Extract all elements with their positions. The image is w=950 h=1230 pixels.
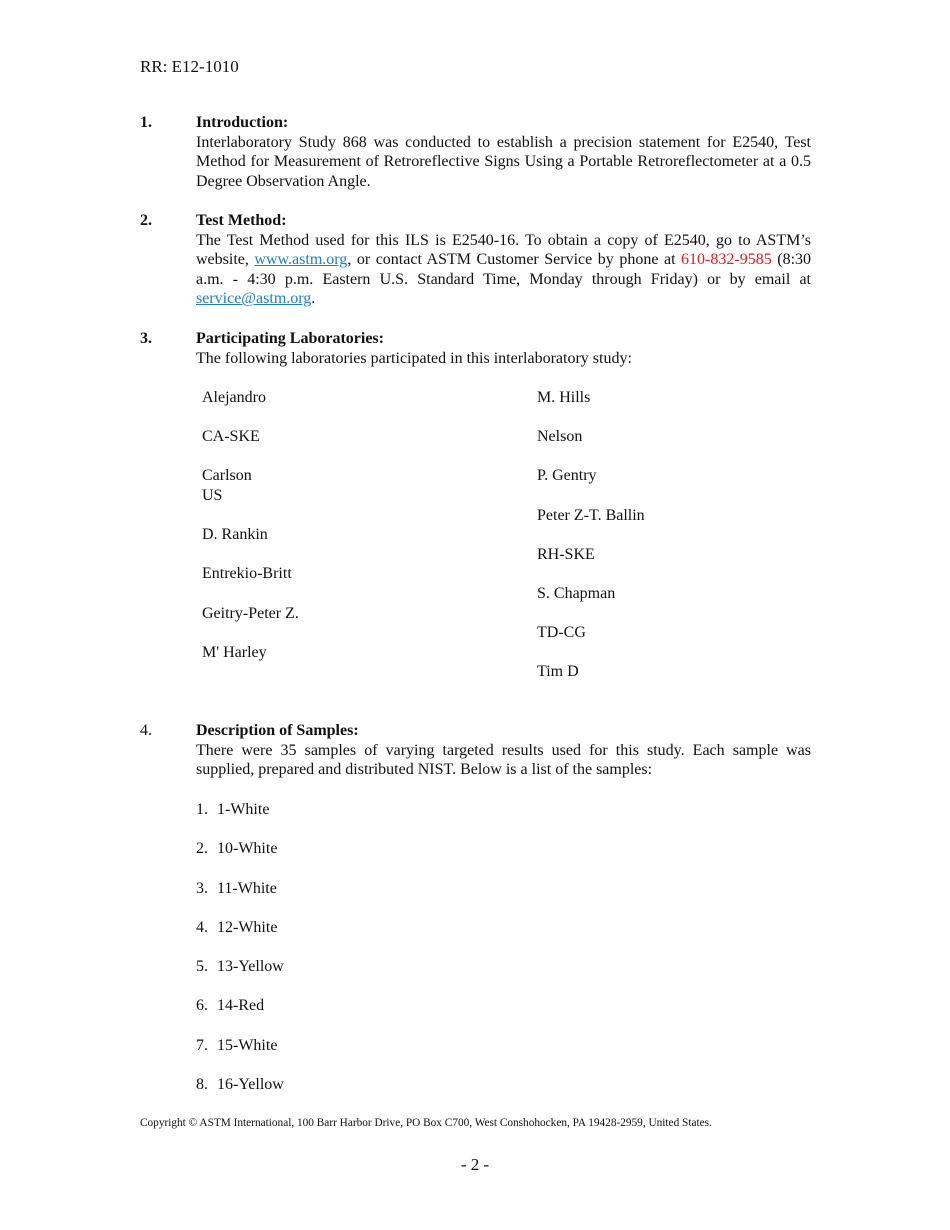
section-title: Introduction: bbox=[196, 114, 289, 131]
laboratory-name: Alejandro bbox=[202, 389, 266, 406]
laboratory-name: CA-SKE bbox=[202, 428, 260, 446]
laboratory-name: M' Harley bbox=[202, 643, 267, 661]
section-title: Test Method: bbox=[196, 212, 287, 229]
section-participating-laboratories bbox=[140, 329, 812, 368]
list-item bbox=[196, 879, 284, 918]
section-title: Participating Laboratories: bbox=[196, 330, 384, 347]
page-number: - 2 - bbox=[460, 1155, 490, 1174]
copyright-notice: Copyright © ASTM International, 100 Barr Harbor Drive, PO Box C700, West Conshohocken, PA 19428-2959, United States. bbox=[140, 1117, 712, 1129]
section-text: The following laboratories participated in this interlaboratory study: bbox=[196, 349, 632, 367]
phone-number: 610-832-9585 bbox=[681, 251, 772, 269]
list-item-number: 1. bbox=[196, 801, 208, 818]
email-link[interactable]: service@astm.org bbox=[196, 290, 312, 308]
laboratory-name: Tim D bbox=[537, 663, 579, 681]
list-item-number: 5. bbox=[196, 958, 208, 976]
method-text-end: . bbox=[311, 290, 316, 308]
list-item-label: 1-White bbox=[217, 801, 270, 818]
section-title: Description of Samples: bbox=[196, 722, 359, 739]
list-item bbox=[196, 918, 284, 957]
list-item bbox=[196, 1036, 284, 1075]
laboratory-name: Entrekio-Britt bbox=[202, 565, 292, 583]
laboratory-name: P. Gentry bbox=[537, 467, 597, 485]
laboratory-column-left bbox=[202, 388, 299, 682]
section-text: Interlaboratory Study 868 was conducted to establish a precision statement for E2540, Test Method for Measurement of Retroreflective Signs Using a Portable Retroreflectometer at a 0.5 Degree Observation Angle. bbox=[196, 133, 811, 190]
list-item-label: 12-White bbox=[217, 918, 278, 936]
list-item-number: 7. bbox=[196, 1036, 208, 1054]
laboratory-name: TD-CG bbox=[537, 624, 586, 642]
laboratory-name: S. Chapman bbox=[537, 584, 616, 602]
laboratory-name: Nelson bbox=[537, 428, 583, 446]
document-id: RR: E12-1010 bbox=[140, 57, 239, 76]
method-text-3: (8:30 a.m. - 4:30 p.m. Eastern U.S. Standard Time, Monday through Friday) or by email at bbox=[196, 251, 812, 288]
list-item-label: 13-Yellow bbox=[217, 958, 284, 976]
section-text: There were 35 samples of varying targeted results used for this study. Each sample was supplied, prepared and distributed NIST. Below is a list of the samples: bbox=[196, 741, 811, 779]
section-number: 2. bbox=[140, 212, 152, 229]
section-introduction bbox=[140, 113, 812, 191]
section-text bbox=[196, 231, 811, 309]
method-text-2: , or contact ASTM Customer Service by phone at bbox=[347, 251, 682, 269]
laboratory-name: Carlson bbox=[202, 467, 252, 485]
sample-list bbox=[196, 800, 284, 1114]
list-item-number: 8. bbox=[196, 1076, 208, 1094]
list-item-number: 4. bbox=[196, 918, 208, 936]
list-item-label: 10-White bbox=[217, 840, 278, 858]
laboratory-name: Geitry-Peter Z. bbox=[202, 604, 299, 622]
laboratory-name: US bbox=[202, 486, 223, 504]
list-item bbox=[196, 839, 284, 878]
website-link[interactable]: www.astm.org bbox=[254, 251, 348, 269]
list-item bbox=[196, 996, 284, 1035]
laboratory-name: Peter Z-T. Ballin bbox=[537, 506, 645, 524]
laboratory-name: RH-SKE bbox=[537, 545, 595, 563]
list-item bbox=[196, 800, 284, 839]
section-number: 4. bbox=[140, 722, 152, 739]
list-item bbox=[196, 1075, 284, 1114]
section-number: 3. bbox=[140, 330, 152, 347]
section-description-of-samples bbox=[140, 721, 812, 780]
list-item-label: 15-White bbox=[217, 1036, 278, 1054]
laboratory-list bbox=[202, 388, 762, 688]
section-number: 1. bbox=[140, 114, 152, 131]
list-item-label: 14-Red bbox=[217, 997, 265, 1015]
list-item-number: 6. bbox=[196, 997, 208, 1015]
laboratory-name: D. Rankin bbox=[202, 526, 268, 544]
method-text-1: The Test Method used for this ILS is E2540-16. To obtain a copy of E2540, go to ASTM’s website, bbox=[196, 231, 811, 269]
section-test-method bbox=[140, 211, 812, 309]
list-item-number: 2. bbox=[196, 840, 208, 858]
laboratory-name: M. Hills bbox=[537, 389, 591, 406]
list-item bbox=[196, 957, 284, 996]
laboratory-column-right bbox=[537, 388, 645, 702]
list-item-number: 3. bbox=[196, 879, 208, 897]
list-item-label: 16-Yellow bbox=[217, 1076, 284, 1094]
list-item-label: 11-White bbox=[217, 879, 277, 897]
